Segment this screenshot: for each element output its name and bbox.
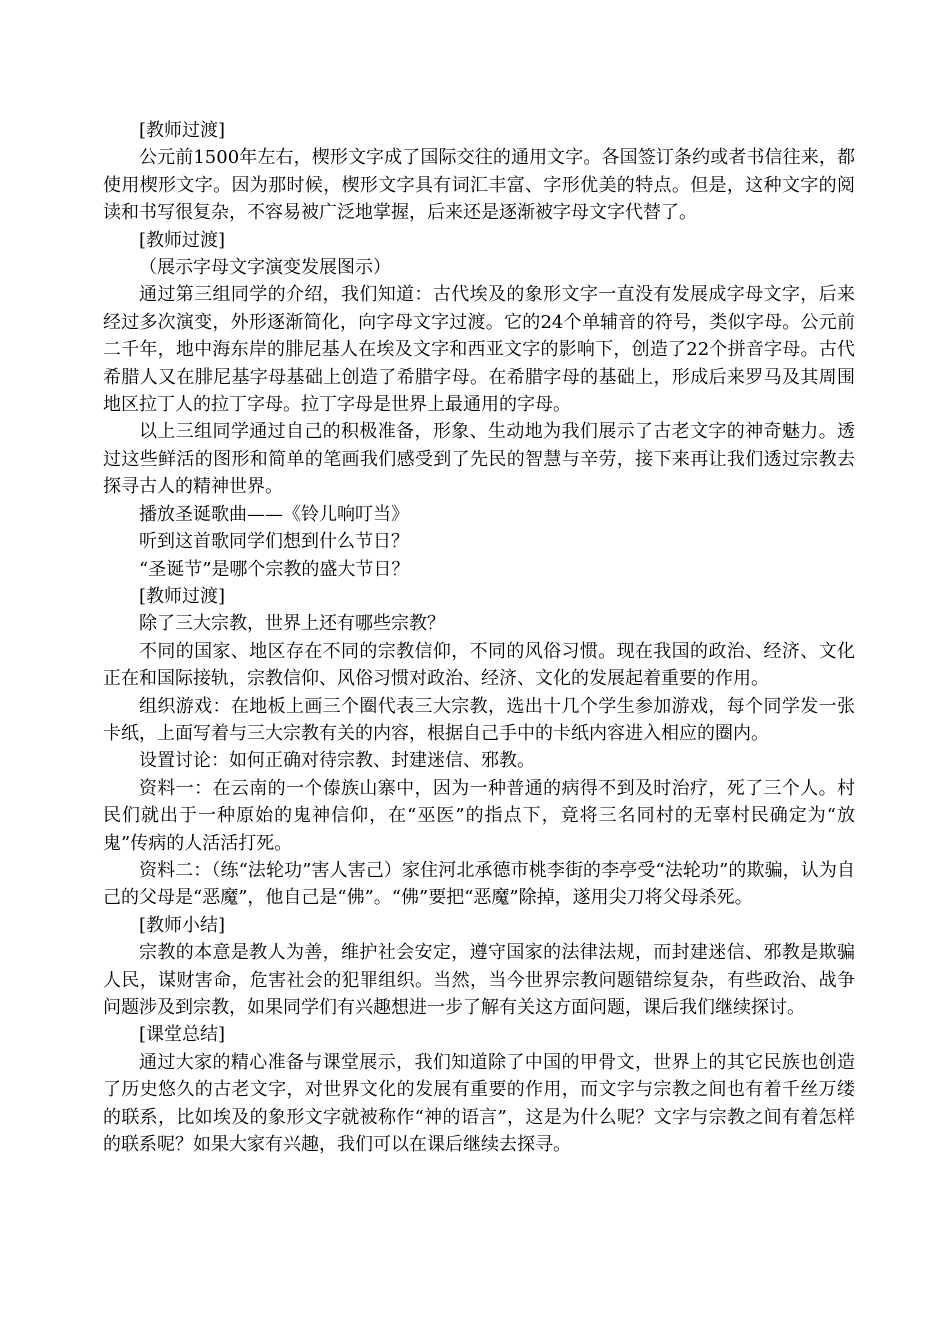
paragraph-question-religions: 除了三大宗教，世界上还有哪些宗教？ [139,613,445,635]
paragraph-material-two: 资料二：（练“法轮功”害人害己）家住河北承德市桃李街的李亭受“法轮功”的欺骗，认为自己的父母是“恶魔”，他自己是“佛”。“佛”要把“恶魔”除掉，遂用尖刀将父母杀死。 [103,859,855,909]
section-heading-teacher-transition: [教师过渡] [139,585,226,607]
section-heading-class-summary: [课堂总结] [139,1024,226,1046]
paragraph-material-one: 资料一：在云南的一个傣族山寨中，因为一种普通的病得不到及时治疗，死了三个人。村民们就出于一种原始的鬼神信仰，在“巫医”的指点下，竟将三名同村的无辜村民确定为“放鬼”传病的人活活打死。 [103,777,855,854]
paragraph-religious-beliefs: 不同的国家、地区存在不同的宗教信仰，不同的风俗习惯。现在我国的政治、经济、文化正在和国际接轨，宗教信仰、风俗习惯对政治、经济、文化的发展起着重要的作用。 [103,640,855,690]
paragraph-play-song: 播放圣诞歌曲——《铃儿响叮当》 [139,503,409,525]
section-heading-teacher-summary: [教师小结] [139,914,226,936]
paragraph-conclusion: 通过大家的精心准备与课堂展示，我们知道除了中国的甲骨文，世界上的其它民族也创造了历史悠久的古老文字，对世界文化的发展有重要的作用，而文字与宗教之间也有着千丝万缕的联系，比如埃及的象形文字就被称作“神的语言”，这是为什么呢？文字与宗教之间有着怎样的联系呢？如果大家有兴趣，我们可以在课后继续去探寻。 [103,1051,855,1156]
paragraph-game: 组织游戏：在地板上画三个圈代表三大宗教，选出十几个学生参加游戏，每个同学发一张卡纸，上面写着与三大宗教有关的内容，根据自己手中的卡纸内容进入相应的圈内。 [103,695,855,744]
document-body [103,117,855,1158]
paragraph-show-diagram: （展示字母文字演变发展图示） [139,257,391,279]
paragraph-discussion: 设置讨论：如何正确对待宗教、封建迷信、邪教。 [139,750,535,772]
section-heading-teacher-transition: [教师过渡] [139,120,226,141]
paragraph-cuneiform: 公元前1500年左右，楔形文字成了国际交往的通用文字。各国签订条约或者书信往来，都使用楔形文字。因为那时候，楔形文字具有词汇丰富、字形优美的特点。但是，这种文字的阅读和书写很复杂，不容易被广泛地掌握，后来还是逐渐被字母文字代替了。 [103,147,855,224]
paragraph-religion-meaning: 宗教的本意是教人为善，维护社会安定，遵守国家的法律法规，而封建迷信、邪教是欺骗人民，谋财害命，危害社会的犯罪组织。当然，当今世界宗教问题错综复杂，有些政治、战争问题涉及到宗教，如果同学们有兴趣想进一步了解有关这方面问题，课后我们继续探讨。 [103,942,855,1018]
paragraph-question-festival: 听到这首歌同学们想到什么节日？ [139,531,409,553]
paragraph-alphabet-evolution: 通过第三组同学的介绍，我们知道：古代埃及的象形文字一直没有发展成字母文字，后来经过多次演变，外形逐渐简化，向字母文字过渡。它的24个单辅音的符号，类似字母。公元前二千年，地中海东岸的腓尼基人在埃及文字和西亚文字的影响下，创造了22个拼音字母。古代希腊人又在腓尼基字母基础上创造了希腊字母。在希腊字母的基础上，形成后来罗马及其周围地区拉丁人的拉丁字母。拉丁字母是世界上最通用的字母。 [103,284,855,416]
paragraph-question-christmas: “圣诞节”是哪个宗教的盛大节日？ [139,558,410,580]
section-heading-teacher-transition: [教师过渡] [139,229,226,251]
paragraph-three-groups: 以上三组同学通过自己的积极准备，形象、生动地为我们展示了古老文字的神奇魅力。透过这些鲜活的图形和简单的笔画我们感受到了先民的智慧与辛劳，接下来再让我们透过宗教去探寻古人的精神世界。 [103,421,855,498]
